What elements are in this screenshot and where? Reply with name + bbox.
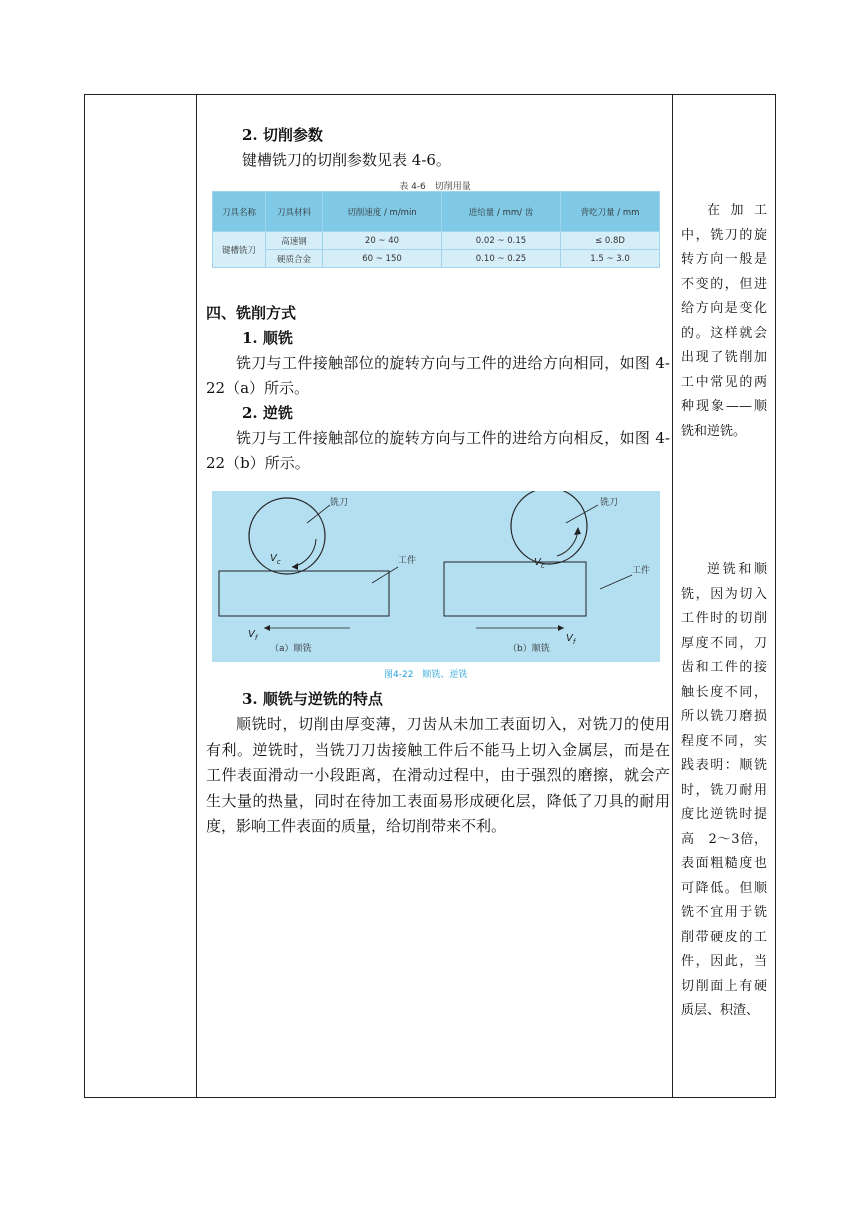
lesson-table <box>84 94 776 1098</box>
table-caption: 表 4-6 切削用量 <box>399 182 471 192</box>
table-cell: 20 ~ 40 <box>323 232 442 250</box>
label-vf-a: $V_f$ <box>248 629 258 642</box>
milling-figure <box>212 491 660 662</box>
table-cell: 键槽铣刀 <box>213 232 266 268</box>
label-workpiece-a: 工件 <box>398 556 417 566</box>
label-vf-b: $V_f$ <box>566 633 576 646</box>
cutting-params-intro: 键槽铣刀的切削参数见表 4-6。 <box>242 151 451 169</box>
header-cell: 背吃刀量 / mm <box>561 192 660 232</box>
column-divider <box>672 95 673 1097</box>
header-cell: 切削速度 / m/min <box>323 192 442 232</box>
side-note-1: 在加工中，铣刀的旋转方向一般是不变的，但进给方向是变化的。这样就会出现了铣削加工中常见的两种现象——顺铣和逆铣。 <box>681 203 767 439</box>
up-milling-heading: 2. 逆铣 <box>242 404 293 422</box>
table-cell: 高速钢 <box>266 232 323 250</box>
label-workpiece-b: 工件 <box>632 566 651 576</box>
label-vc-a: $V_c$ <box>270 553 281 566</box>
column-divider <box>196 95 197 1097</box>
table-cell: 0.02 ~ 0.15 <box>442 232 561 250</box>
header-cell: 刀具名称 <box>213 192 266 232</box>
table-cell: 0.10 ~ 0.25 <box>442 250 561 268</box>
figure-b-subcaption: （b）顺铣 <box>508 644 550 654</box>
climb-milling-text: 铣刀与工件接触部位的旋转方向与工件的进给方向相同，如图 4-22（a）所示。 <box>206 354 670 397</box>
features-text: 顺铣时，切削由厚变薄，刀齿从未加工表面切入，对铣刀的使用有利。逆铣时，当铣刀刀齿接触工件后不能马上切入金属层，而是在工件表面滑动一小段距离，在滑动过程中，由于强烈的磨擦，就会产生大量的热量，同时在待加工表面易形成硬化层，降低了刀具的耐用度，影响工件表面的质量，给切削带来不利。 <box>206 715 670 835</box>
table-cell: 1.5 ~ 3.0 <box>561 250 660 268</box>
table-row <box>213 250 660 268</box>
label-vc-b: $V_c$ <box>534 557 545 570</box>
table-cell: 60 ~ 150 <box>323 250 442 268</box>
cutting-params-heading: 2. 切削参数 <box>242 126 323 144</box>
header-cell: 进给量 / mm/ 齿 <box>442 192 561 232</box>
side-note-2: 逆铣和顺铣，因为切入工件时的切削厚度不同，刀齿和工件的接触长度不同，所以铣刀磨损程度不同，实践表明：顺铣时，铣刀耐用度比逆铣时提高 2～3倍，表面粗糙度也可降低。但顺铣不宜用于铣削带硬皮的工件，因此，当切削面上有硬质层、积渣、 <box>681 562 767 1018</box>
table-row <box>213 232 660 250</box>
label-cutter-a: 铣刀 <box>330 498 349 508</box>
climb-milling-heading: 1. 顺铣 <box>242 329 293 347</box>
label-cutter-b: 铣刀 <box>600 498 619 508</box>
figure-b <box>444 491 650 654</box>
figure-caption: 图4-22 顺铣、逆铣 <box>384 670 468 680</box>
table-header-row <box>213 192 660 232</box>
header-cell: 刀具材料 <box>266 192 323 232</box>
table-cell: ≤ 0.8D <box>561 232 660 250</box>
features-heading: 3. 顺铣与逆铣的特点 <box>242 690 383 708</box>
table-cell: 硬质合金 <box>266 250 323 268</box>
figure-a <box>219 496 416 654</box>
cutting-params-table <box>212 191 660 268</box>
milling-method-heading: 四、铣削方式 <box>206 304 297 322</box>
up-milling-text: 铣刀与工件接触部位的旋转方向与工件的进给方向相反，如图 4-22（b）所示。 <box>206 429 670 472</box>
figure-a-subcaption: （a）顺铣 <box>270 644 312 654</box>
